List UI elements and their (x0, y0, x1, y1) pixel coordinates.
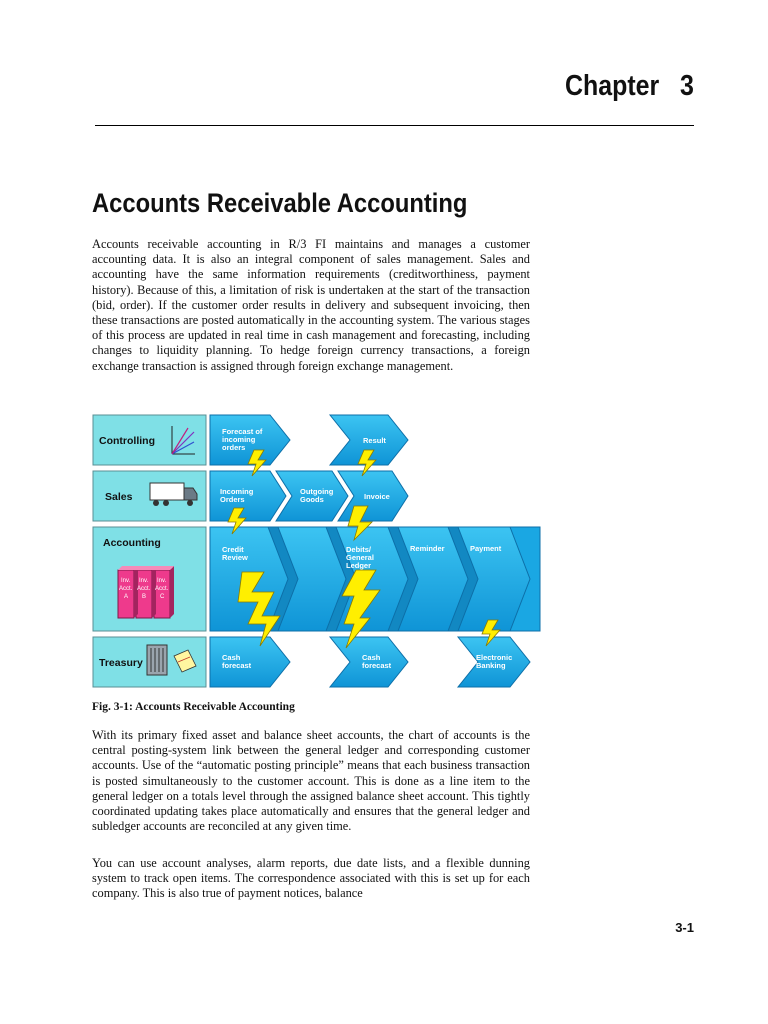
step-label-debits-1: Debits/ (346, 545, 372, 554)
step-label-outgoing-2: Goods (300, 495, 324, 504)
intro-paragraph: Accounts receivable accounting in R/3 FI maintains and manages a customer accounting data. It is also an integral component of sales management. Sales and accounting have the same information requirements (creditworthiness, payment history). Because of this, a limitation of risk is undertaken at the start of the transaction (bid, order). If the customer order results in delivery and subsequent invoicing, then these transactions are posted automatically in the accounting system. The various stages of this process are updated in real time in cash management and forecasting, including changes to liquidity planning. To hedge foreign currency transactions, a foreign exchange transaction is assigned through foreign exchange management. (92, 237, 530, 373)
step-label-ebank-1: Electronic (476, 653, 513, 662)
binder-a-label2: Acct. (119, 586, 133, 592)
step-label-payment: Payment (470, 544, 502, 553)
binder-b-label: Inv. (139, 578, 149, 584)
section-title: Accounts Receivable Accounting (92, 188, 468, 218)
step-label-forecast-3: orders (222, 443, 246, 452)
row-sales (93, 471, 206, 521)
step-label-cash2-2: forecast (362, 661, 392, 670)
row-treasury (93, 637, 206, 687)
step-label-result: Result (363, 436, 386, 445)
row-controlling (93, 415, 206, 465)
process-diagram (92, 412, 542, 694)
body-paragraph-2: With its primary fixed asset and balance sheet accounts, the chart of accounts is the central posting-system link between the general ledger and corresponding customer accounts. Use of the “automatic posting principle” means that each business transaction is posted simultaneously to the customer account. This is done as a line item to the general ledger on a totals level through the assigned balance sheet account. This tightly coordinated updating takes place automatically and ensures that the general ledger and subledger accounts are reconciled at any given time. (92, 728, 530, 834)
chapter-rule (95, 125, 694, 126)
row-label-accounting: Accounting (103, 537, 161, 549)
step-label-reminder: Reminder (410, 544, 445, 553)
figure-caption: Fig. 3-1: Accounts Receivable Accounting (92, 701, 295, 713)
step-label-incoming-2: Orders (220, 495, 245, 504)
step-label-debits-2: General (346, 553, 374, 562)
step-label-debits-3: Ledger (346, 561, 372, 570)
body-paragraph-3: You can use account analyses, alarm reports, due date lists, and a flexible dunning system to track open items. The correspondence associated with this is set up for each company. This is also true of payment notices, balance (92, 856, 530, 901)
chapter-label: Chapter 3 (565, 70, 694, 102)
step-label-outgoing-1: Outgoing (300, 487, 334, 496)
step-label-forecast-2: incoming (222, 435, 256, 444)
page-number: 3-1 (675, 920, 694, 935)
step-label-forecast-1: Forecast of (222, 427, 263, 436)
step-label-invoice: Invoice (364, 492, 390, 501)
binder-b-label2: Acct. (137, 586, 151, 592)
binder-b-letter: B (142, 594, 147, 600)
step-label-incoming-1: Incoming (220, 487, 254, 496)
row-accounting (93, 527, 206, 631)
step-label-credit-1: Credit (222, 545, 244, 554)
step-label-cash1-2: forecast (222, 661, 252, 670)
step-label-ebank-2: Banking (476, 661, 506, 670)
row-label-treasury: Treasury (99, 657, 143, 669)
step-label-cash1-1: Cash (222, 653, 241, 662)
row-label-controlling: Controlling (99, 435, 155, 447)
step-label-credit-2: Review (222, 553, 248, 562)
row-label-sales: Sales (105, 491, 133, 503)
binder-c-letter: C (160, 594, 165, 600)
binder-icon (118, 566, 174, 618)
binder-a-label: Inv. (121, 578, 131, 584)
binder-c-label: Inv. (157, 578, 167, 584)
step-label-cash2-1: Cash (362, 653, 381, 662)
binder-c-label2: Acct. (155, 586, 169, 592)
binder-a-letter: A (124, 594, 129, 600)
